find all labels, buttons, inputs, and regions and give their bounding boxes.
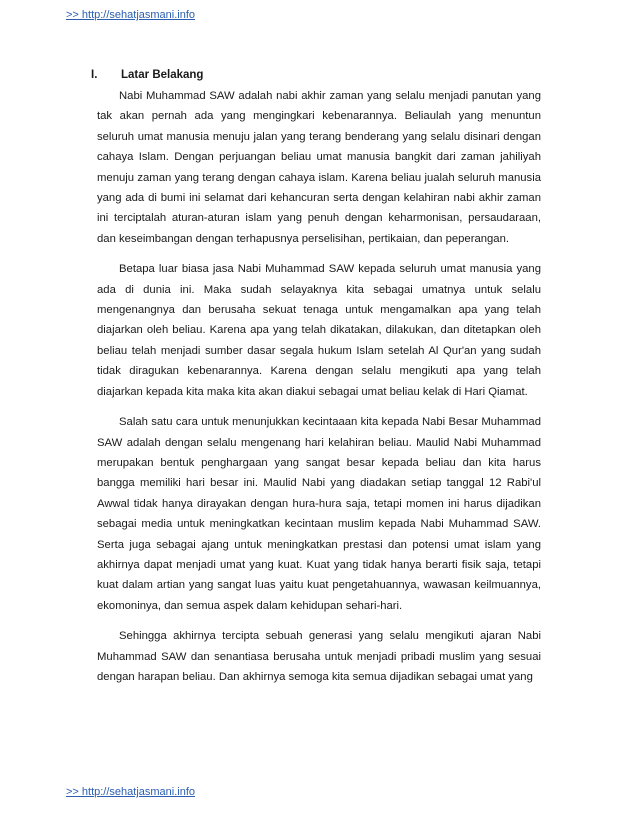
section-number: I.: [91, 69, 98, 81]
paragraph-3: Salah satu cara untuk menunjukkan kecintaaan kita kepada Nabi Besar Muhammad SAW adalah dengan selalu mengenang hari kelahiran beliau. Maulid Nabi Muhammad merupakan bentuk penghargaan yang sangat besar kepada beliau dan kita harus bangga memiliki hari besar ini. Maulid Nabi yang diadakan setiap tanggal 12 Rabi'ul Awwal tidak hanya dirayakan dengan hura-hura saja, tetapi momen ini harus dijadikan sebagai media untuk meningkatkan kecintaan muslim kepada Nabi Muhammad SAW. Serta juga sebagai ajang untuk meningkatkan prestasi dan potensi umat islam yang akhirnya dapat menjadi umat yang kuat. Kuat yang tidak hanya berarti fisik saja, tetapi kuat dalam artian yang sangat luas yaitu kuat pengetahuannya, wawasan keilmuannya, ekomoninya, dan semua aspek dalam kehidupan sehari-hari.: [97, 416, 541, 612]
header-link[interactable]: >> http://sehatjasmani.info: [66, 9, 196, 21]
section-title: Latar Belakang: [121, 69, 204, 81]
paragraph-1: Nabi Muhammad SAW adalah nabi akhir zaman yang selalu menjadi panutan yang tak akan pernah ada yang mengingkari kebenarannya. Beliaulah yang menuntun seluruh umat manusia menuju jalan yang terang benderang yang selalu disinari dengan cahaya Islam. Dengan perjuangan beliau umat manusia bangkit dari zaman jahiliyah menuju zaman yang terang dengan cahaya islam. Karena beliau jualah seluruh manusia yang ada di bumi ini selamat dari kehancuran serta dengan kelahiran nabi akhir zaman ini terciptalah aturan-aturan islam yang penuh dengan keharmonisan, persaudaraan, dan keseimbangan dengan terhapusnya perselisihan, pertikaian, dan peperangan.: [97, 90, 541, 245]
footer-link[interactable]: >> http://sehatjasmani.info: [66, 786, 196, 798]
document-body: [97, 86, 541, 697]
section-heading: [91, 69, 203, 81]
paragraph-4: Sehingga akhirnya tercipta sebuah generasi yang selalu mengikuti ajaran Nabi Muhammad SAW dan senantiasa berusaha untuk menjadi pribadi muslim yang sesuai dengan harapan beliau. Dan akhirnya semoga kita semua dijadikan sebagai umat yang: [97, 630, 541, 683]
paragraph-2: Betapa luar biasa jasa Nabi Muhammad SAW kepada seluruh umat manusia yang ada di dunia ini. Maka sudah selayaknya kita sebagai umatnya untuk selalu mengenangnya dan berusaha sekuat tenaga untuk mengamalkan apa yang telah diajarkan oleh beliau. Karena apa yang telah dikatakan, dilakukan, dan ditetapkan oleh beliau telah menjadi sumber dasar segala hukum Islam setelah Al Qur'an yang sudah tidak diragukan kebenarannya. Karena dengan selalu mengikuti apa yang telah diajarkan kepada kita maka kita akan diakui sebagai umat beliau kelak di Hari Qiamat.: [97, 263, 541, 398]
